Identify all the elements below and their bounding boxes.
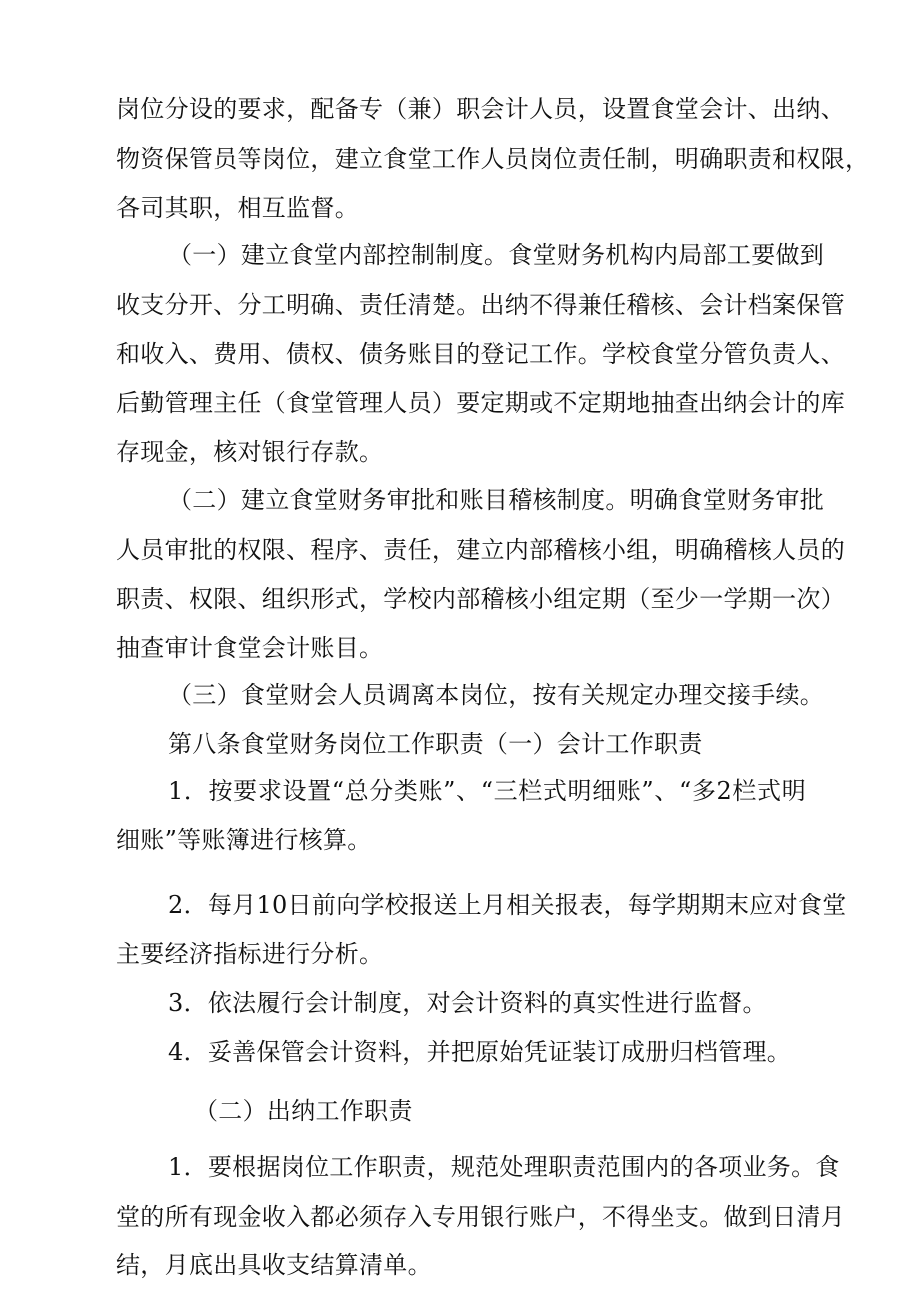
list-item-line: 2．每月10日前向学校报送上月相关报表，每学期期末应对食堂: [168, 891, 847, 919]
list-item-line: 4．妥善保管会计资料，并把原始凭证装订成册归档管理。: [168, 1038, 792, 1066]
list-item-line: 结，月底出具收支结算清单。: [116, 1251, 432, 1279]
paragraph-line: 和收入、费用、债权、债务账目的登记工作。学校食堂分管负责人、: [116, 340, 845, 368]
paragraph-line: 存现金，核对银行存款。: [116, 438, 384, 466]
section-heading-line: （二）建立食堂财务审批和账目稽核制度。明确食堂财务审批: [168, 486, 825, 514]
paragraph-line: 各司其职，相互监督。: [116, 194, 359, 222]
paragraph-line: 收支分开、分工明确、责任清楚。出纳不得兼任稽核、会计档案保管: [116, 291, 845, 319]
list-item-line: 1．按要求设置“总分类账”、“三栏式明细账”、“多2栏式明: [168, 777, 806, 805]
list-item-line: 1．要根据岗位工作职责，规范处理职责范围内的各项业务。食: [168, 1153, 840, 1181]
list-item-line: 3．依法履行会计制度，对会计资料的真实性进行监督。: [168, 989, 767, 1017]
paragraph-line: 人员审批的权限、程序、责任，建立内部稽核小组，明确稽核人员的: [116, 536, 845, 564]
section-heading-line: （一）建立食堂内部控制制度。食堂财务机构内局部工要做到: [168, 241, 825, 269]
paragraph-line: 岗位分设的要求，配备专（兼）职会计人员，设置食堂会计、出纳、: [116, 95, 845, 123]
paragraph-line: 职责、权限、组织形式，学校内部稽核小组定期（至少一学期一次）: [116, 585, 845, 613]
section-heading-line: （二）出纳工作职责: [194, 1097, 413, 1125]
list-item-line: 主要经济指标进行分析。: [116, 940, 384, 968]
paragraph-line: 后勤管理主任（食堂管理人员）要定期或不定期地抽查出纳会计的库: [116, 389, 845, 417]
article-heading-line: 第八条食堂财务岗位工作职责（一）会计工作职责: [168, 730, 703, 758]
section-heading-line: （三）食堂财会人员调离本岗位，按有关规定办理交接手续。: [168, 681, 825, 709]
list-item-line: 堂的所有现金收入都必须存入专用银行账户，不得坐支。做到日清月: [116, 1203, 845, 1231]
list-item-line: 细账”等账簿进行核算。: [116, 826, 372, 854]
paragraph-line: 抽查审计食堂会计账目。: [116, 634, 384, 662]
paragraph-line: 物资保管员等岗位，建立食堂工作人员岗位责任制，明确职责和权限，: [116, 145, 870, 173]
